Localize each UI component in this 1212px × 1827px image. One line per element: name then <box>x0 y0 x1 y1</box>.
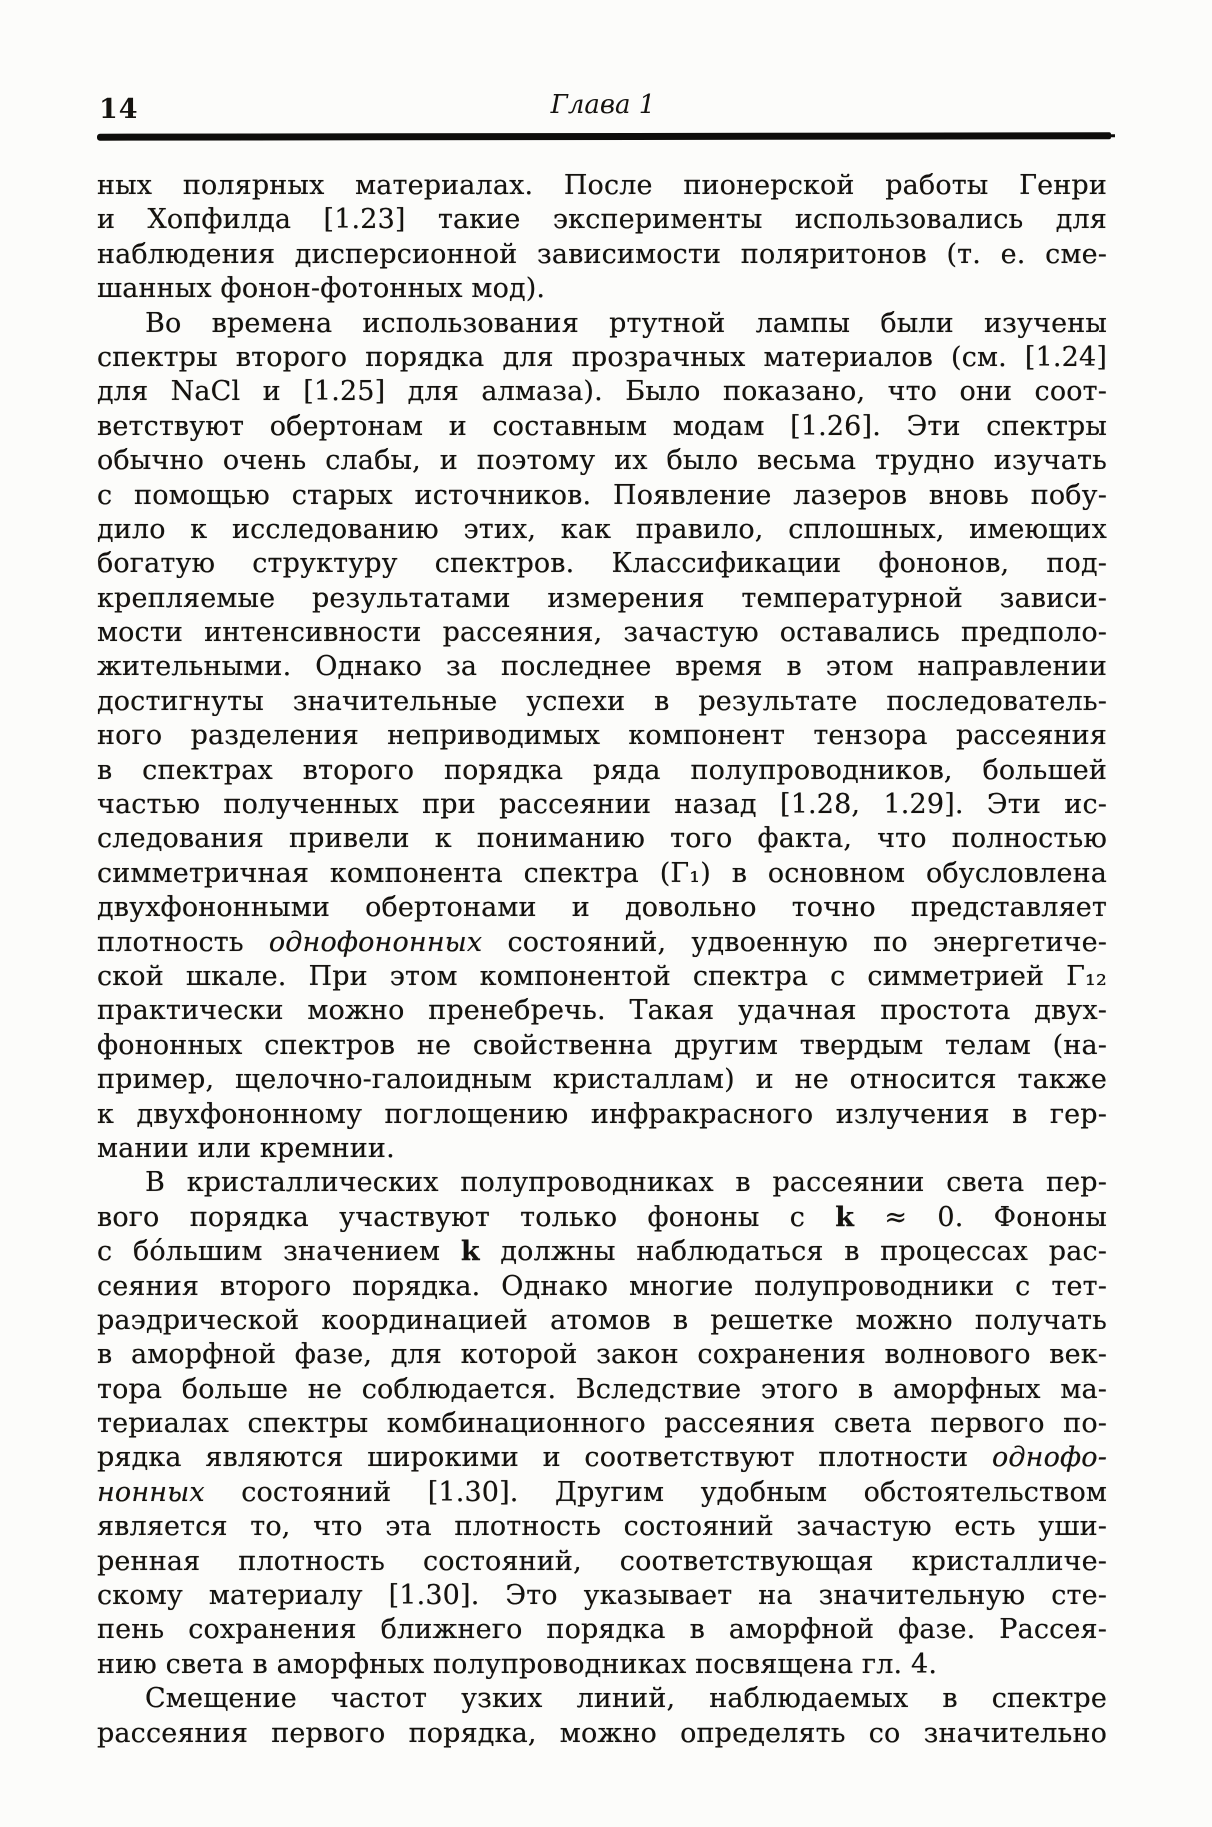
text-segment: с помощью старых источников. Появление лазеров вновь побу- <box>97 479 1107 511</box>
text-line <box>97 1579 1107 1613</box>
text-line <box>97 1235 1107 1269</box>
text-segment: к двухфононному поглощению инфракрасного излучения в гер- <box>97 1098 1107 1130</box>
text-line <box>97 1407 1107 1441</box>
text-segment: вого порядка участвуют только фононы с <box>97 1201 836 1233</box>
text-line <box>97 1338 1107 1372</box>
paragraph <box>97 169 1107 307</box>
text-line <box>97 1132 1107 1166</box>
text-line <box>97 444 1107 478</box>
text-segment: крепляемые результатами измерения температурной зависи- <box>97 582 1107 614</box>
text-segment: следования привели к пониманию того факта, что полностью <box>97 823 1107 855</box>
text-segment: сеяния второго порядка. Однако многие полупроводники с тет- <box>97 1270 1107 1302</box>
text-line <box>97 685 1107 719</box>
text-line <box>97 547 1107 581</box>
text-segment: нию света в аморфных полупроводниках посвящена гл. 4. <box>97 1648 938 1680</box>
text-line <box>97 1063 1107 1097</box>
text-segment: обычно очень слабы, и поэтому их было весьма трудно изучать <box>97 445 1107 477</box>
text-segment: мании или кремнии. <box>97 1132 395 1164</box>
text-line <box>97 754 1107 788</box>
paragraph <box>97 307 1107 1167</box>
text-segment: в спектрах второго порядка ряда полупроводников, большей <box>97 754 1107 786</box>
text-segment: однофо- <box>992 1442 1107 1474</box>
paragraph <box>97 1682 1107 1751</box>
text-line <box>97 307 1107 341</box>
page-body <box>97 169 1107 1751</box>
text-line <box>97 479 1107 513</box>
text-segment: тора больше не соблюдается. Вследствие этого в аморфных ма- <box>97 1373 1107 1405</box>
text-line <box>97 788 1107 822</box>
text-line <box>97 341 1107 375</box>
text-segment: плотность <box>97 926 269 958</box>
text-line <box>97 1098 1107 1132</box>
text-segment: шанных фонон-фотонных мод). <box>97 273 546 305</box>
text-segment: рядка являются широкими и соответствуют плотности <box>97 1442 993 1474</box>
text-segment: В кристаллических полупроводниках в рассеянии света пер- <box>145 1167 1107 1199</box>
text-segment: k <box>460 1236 480 1268</box>
text-segment: жительными. Однако за последнее время в этом направлении <box>97 651 1107 683</box>
text-line <box>97 1373 1107 1407</box>
text-line <box>97 375 1107 409</box>
text-segment: нонных <box>97 1476 205 1508</box>
header-rule <box>97 132 1111 140</box>
text-segment: практически можно пренебречь. Такая удачная простота двух- <box>97 995 1107 1027</box>
text-segment: ных полярных материалах. После пионерской работы Генри <box>97 170 1107 201</box>
text-line <box>97 719 1107 753</box>
text-segment: спектры второго порядка для прозрачных материалов (см. [1.24] <box>97 341 1107 373</box>
text-segment: состояний, удвоенную по энергетиче- <box>482 926 1107 958</box>
text-segment: в аморфной фазе, для которой закон сохранения волнового век- <box>97 1339 1107 1371</box>
text-line <box>97 203 1107 237</box>
text-segment: пень сохранения ближнего порядка в аморфной фазе. Рассея- <box>97 1614 1107 1646</box>
text-segment: состояний [1.30]. Другим удобным обстоятельством <box>204 1476 1107 1508</box>
text-segment: рассеяния первого порядка, можно определять со значительно <box>97 1717 1107 1749</box>
text-line <box>97 1304 1107 1338</box>
text-line <box>97 1717 1107 1751</box>
text-segment: является то, что эта плотность состояний зачастую есть уши- <box>97 1511 1107 1543</box>
text-line <box>97 891 1107 925</box>
text-line <box>97 1270 1107 1304</box>
page-number: 14 <box>99 94 139 125</box>
text-segment: частью полученных при рассеянии назад [1.28, 1.29]. Эти ис- <box>97 789 1107 821</box>
text-segment: ного разделения неприводимых компонент тензора рассеяния <box>97 720 1107 752</box>
text-line <box>97 857 1107 891</box>
text-line <box>97 1545 1107 1579</box>
text-line <box>97 1648 1107 1682</box>
text-line <box>97 582 1107 616</box>
text-segment: k <box>835 1201 855 1233</box>
text-segment: должны наблюдаться в процессах рас- <box>479 1236 1107 1268</box>
paragraph <box>97 1166 1107 1682</box>
text-segment: раэдрической координацией атомов в решетке можно получать <box>97 1304 1107 1336</box>
text-line <box>97 1029 1107 1063</box>
chapter-header: Глава 1 <box>550 90 656 120</box>
text-line <box>97 994 1107 1028</box>
text-line <box>97 1201 1107 1235</box>
text-segment: дило к исследованию этих, как правило, сплошных, имеющих <box>97 513 1107 545</box>
text-segment: наблюдения дисперсионной зависимости поляритонов (т. е. сме- <box>97 238 1107 270</box>
text-segment: фононных спектров не свойственна другим твердым телам (на- <box>97 1029 1107 1061</box>
text-line <box>97 822 1107 856</box>
text-line <box>97 410 1107 444</box>
text-line <box>97 169 1107 203</box>
text-segment: ской шкале. При этом компонентой спектра с симметрией Γ₁₂ <box>97 960 1107 992</box>
text-line <box>97 272 1107 306</box>
text-line <box>97 616 1107 650</box>
text-line <box>97 960 1107 994</box>
text-segment: однофононных <box>268 926 483 958</box>
text-segment: двухфононными обертонами и довольно точно представляет <box>97 892 1107 924</box>
text-line <box>97 1476 1107 1510</box>
text-segment: мости интенсивности рассеяния, зачастую оставались предполо- <box>97 617 1107 649</box>
text-segment: симметричная компонента спектра (Γ₁) в основном обусловлена <box>97 857 1107 889</box>
text-segment: богатую структуру спектров. Классификации фононов, под- <box>97 548 1107 580</box>
text-line <box>97 650 1107 684</box>
text-line <box>97 513 1107 547</box>
text-line <box>97 1166 1107 1200</box>
text-line <box>97 238 1107 272</box>
text-line <box>97 1682 1107 1716</box>
text-segment: Смещение частот узких линий, наблюдаемых в спектре <box>145 1683 1107 1715</box>
text-segment: для NaCl и [1.25] для алмаза). Было показано, что они соот- <box>97 376 1107 408</box>
page-header <box>97 90 1109 128</box>
text-segment: териалах спектры комбинационного рассеяния света первого по- <box>97 1408 1107 1440</box>
text-line <box>97 1510 1107 1544</box>
text-segment: ветствуют обертонам и составным модам [1.26]. Эти спектры <box>97 410 1107 442</box>
text-segment: с бо́льшим значением <box>97 1236 461 1268</box>
text-segment: скому материалу [1.30]. Это указывает на значительную сте- <box>97 1580 1107 1612</box>
text-segment: пример, щелочно-галоидным кристаллам) и не относится также <box>97 1064 1107 1096</box>
text-segment: достигнуты значительные успехи в результате последователь- <box>97 685 1107 717</box>
text-segment: ≈ 0. Фононы <box>854 1201 1107 1233</box>
text-line <box>97 1613 1107 1647</box>
text-segment: и Хопфилда [1.23] такие эксперименты использовались для <box>97 204 1107 236</box>
text-segment: ренная плотность состояний, соответствующая кристалличе- <box>97 1545 1107 1577</box>
text-line <box>97 926 1107 960</box>
text-segment: Во времена использования ртутной лампы были изучены <box>145 307 1107 339</box>
text-line <box>97 1441 1107 1475</box>
